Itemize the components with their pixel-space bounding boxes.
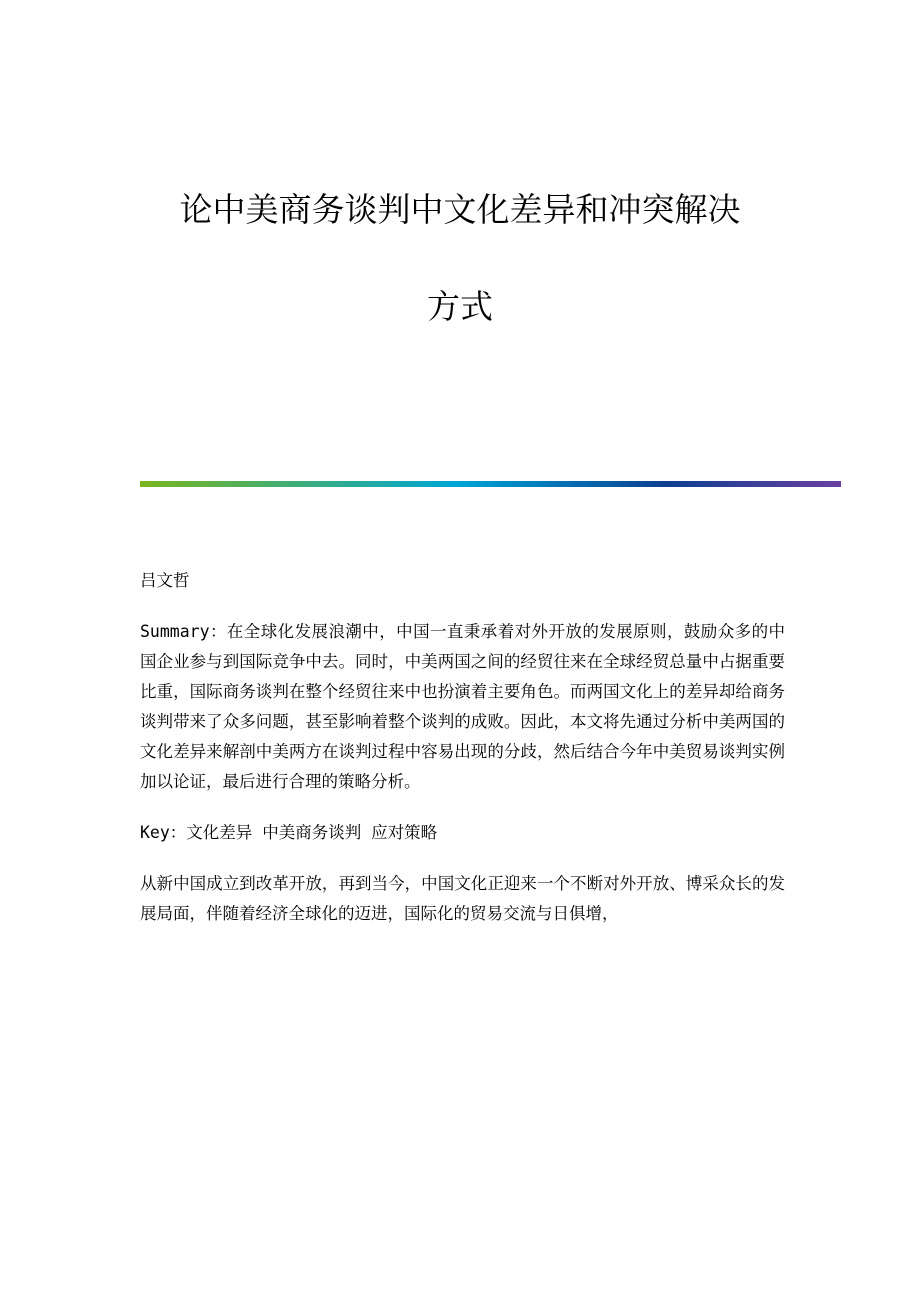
title-block	[0, 190, 920, 327]
document-title-line-2: 方式	[427, 287, 493, 326]
gradient-divider	[140, 481, 841, 487]
body-paragraph: 从新中国成立到改革开放，再到当今，中国文化正迎来一个不断对外开放、博采众长的发展局面，伴随着经济全球化的迈进，国际化的贸易交流与日俱增，	[140, 874, 785, 923]
summary-paragraph: Summary：在全球化发展浪潮中，中国一直秉承着对外开放的发展原则，鼓励众多的中国企业参与到国际竞争中去。同时，中美两国之间的经贸往来在全球经贸总量中占据重要比重，国际商务谈判在整个经贸往来中也扮演着主要角色。而两国文化上的差异却给商务谈判带来了众多问题，甚至影响着整个谈判的成败。因此，本文将先通过分析中美两国的文化差异来解剖中美两方在谈判过程中容易出现的分歧，然后结合今年中美贸易谈判实例加以论证，最后进行合理的策略分析。	[140, 622, 785, 791]
keywords-line: Key：文化差异 中美商务谈判 应对策略	[140, 823, 438, 842]
document-title-line-1: 论中美商务谈判中文化差异和冲突解决	[179, 190, 741, 229]
author-name: 吕文哲	[140, 571, 190, 590]
document-body	[140, 566, 785, 950]
